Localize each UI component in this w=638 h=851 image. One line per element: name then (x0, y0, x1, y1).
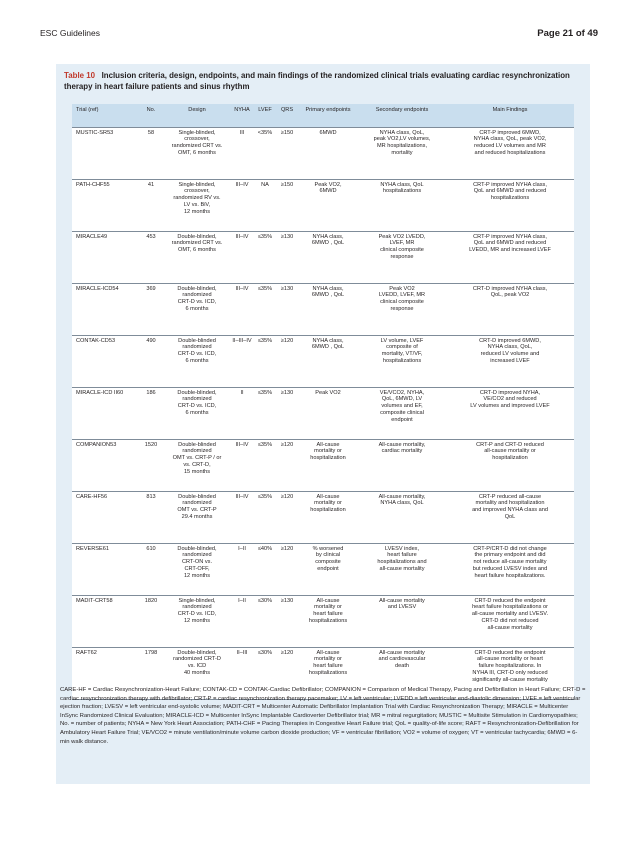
cell-line: 29.4 months (181, 513, 213, 520)
cell-line: mortality, VT/VF, (381, 351, 423, 358)
cell-line: LV vs. BiV, (183, 201, 211, 208)
cell-line: LV volume, LVEF (380, 337, 424, 344)
cell-line: crossover, (184, 136, 210, 143)
cell-findings (446, 387, 574, 439)
cell-qrs: ≥120 (276, 335, 298, 387)
table-caption (64, 70, 582, 92)
cell-findings (446, 491, 574, 543)
table-row (72, 595, 574, 647)
cell-lvef: ≤35% (254, 231, 276, 283)
cell-nyha: I–II (230, 595, 254, 647)
cell-line: CRT-OFF, (184, 565, 210, 572)
cell-line: QoL, 6MWD, LV (381, 396, 423, 403)
cell-line: heart failure (313, 663, 343, 670)
cell-design (164, 335, 230, 387)
cell-qrs: ≥120 (276, 491, 298, 543)
cell-line: CRT-D vs. ICD, (177, 403, 217, 410)
cell-line: heart failure (387, 552, 417, 559)
cell-line: Double-blinded (178, 493, 216, 500)
cell-line: 6 months (185, 357, 209, 364)
cell-findings (446, 127, 574, 179)
cell-design (164, 387, 230, 439)
cell-design (164, 439, 230, 491)
cell-line: clinical composite (380, 299, 424, 306)
cell-qrs: ≥120 (276, 647, 298, 699)
cell-no: 490 (138, 335, 164, 387)
table-panel (56, 64, 590, 784)
cell-line: Double-blinded, (177, 649, 217, 656)
cell-no: 186 (138, 387, 164, 439)
cell-design (164, 179, 230, 231)
cell-line: reduced LV volumes and MR (474, 143, 546, 150)
cell-findings (446, 283, 574, 335)
cell-line: CRT-D reduced the endpoint (474, 649, 546, 656)
cell-design (164, 543, 230, 595)
cell-line: 6MWD , QoL (311, 240, 345, 247)
cell-primary (298, 179, 358, 231)
cell-line: 12 months (183, 617, 211, 624)
cell-line: peak VO2,LV volumes, (373, 136, 431, 143)
cell-line: Peak VO2 LVEDD, (378, 233, 426, 240)
cell-line: 15 months (183, 468, 211, 475)
cell-line: All-cause (316, 649, 340, 656)
cell-lvef: ≤35% (254, 491, 276, 543)
cell-line: hospitalization (310, 455, 346, 462)
column-header: Main Findings (446, 104, 574, 127)
cell-line: reduced LV volume and (480, 351, 540, 358)
cell-line: cardiac mortality (381, 448, 423, 455)
cell-line: % worsened (312, 545, 344, 552)
cell-line: mortality and hospitalization (475, 500, 545, 507)
cell-primary (298, 543, 358, 595)
cell-line: VE/CO2 and reduced (483, 396, 537, 403)
cell-line: All-cause (316, 441, 340, 448)
cell-line: randomized (182, 396, 212, 403)
cell-line: mortality or (314, 656, 342, 663)
cell-nyha: I–II (230, 543, 254, 595)
table-row (72, 491, 574, 543)
cell-secondary (358, 595, 446, 647)
cell-line: CRT-P and CRT-D reduced (476, 441, 544, 448)
table-row (72, 127, 574, 179)
cell-line: QoL and 6MWD and reduced (473, 188, 547, 195)
cell-line: randomized CRT-D (173, 656, 221, 663)
cell-line: randomized CRT vs. (171, 143, 223, 150)
cell-line: NYHA class, (312, 337, 344, 344)
cell-line: composite clinical (380, 409, 424, 416)
cell-line: Peak VO2 (315, 389, 341, 396)
cell-line: NYHA class, QoL, peak VO2, (473, 136, 547, 143)
cell-line: 6MWD , QoL (311, 344, 345, 351)
cell-line: 40 months (183, 669, 211, 676)
cell-findings (446, 543, 574, 595)
cell-line: response (390, 305, 414, 312)
cell-nyha: II–III (230, 647, 254, 699)
cell-line: hospitalizations (382, 357, 422, 364)
cell-secondary (358, 387, 446, 439)
cell-design (164, 595, 230, 647)
cell-secondary (358, 231, 446, 283)
column-header: Primary endpoints (298, 104, 358, 127)
column-header: No. (138, 104, 164, 127)
cell-line: CRT-D improved 6MWD, (479, 337, 541, 344)
cell-nyha: III–IV (230, 283, 254, 335)
cell-line: Double-blinded (178, 337, 216, 344)
column-header: QRS (276, 104, 298, 127)
cell-nyha: III (230, 127, 254, 179)
cell-line: all-cause mortality or heart (477, 656, 543, 663)
cell-lvef: <35% (254, 127, 276, 179)
cell-line: Double-blinded, (177, 285, 217, 292)
cell-trial: CONTAK-CD53 (72, 335, 138, 387)
cell-line: CRT-D vs. ICD, (177, 611, 217, 618)
cell-line: QoL, peak VO2 (490, 292, 530, 299)
page-header (40, 28, 598, 42)
cell-line: 12 months (183, 572, 211, 579)
cell-no: 41 (138, 179, 164, 231)
cell-secondary (358, 127, 446, 179)
cell-line: All-cause (316, 493, 340, 500)
table-header-row (72, 104, 574, 127)
cell-line: CRT-P/CRT-D did not change (473, 545, 547, 552)
cell-line: Single-blinded, (178, 181, 216, 188)
cell-trial: REVERSE61 (72, 543, 138, 595)
cell-line: OMT, 6 months (178, 149, 216, 156)
cell-lvef: NA (254, 179, 276, 231)
cell-nyha: III–IV (230, 439, 254, 491)
cell-line: vs. ICD (187, 663, 207, 670)
cell-line: response (390, 253, 414, 260)
cell-line: All-cause mortality (379, 649, 425, 656)
cell-trial: COMPANION53 (72, 439, 138, 491)
cell-line: Double-blinded (178, 441, 216, 448)
cell-line: 6MWD , QoL (311, 292, 345, 299)
cell-primary (298, 387, 358, 439)
table-number: Table 10 (64, 71, 95, 80)
cell-nyha: III–IV (230, 179, 254, 231)
cell-line: MR hospitalizations, (376, 143, 428, 150)
cell-line: CRT-D improved NYHA, (479, 389, 541, 396)
cell-line: All-cause mortality (379, 597, 425, 604)
cell-line: CRT-P improved 6MWD, (479, 129, 541, 136)
cell-no: 1820 (138, 595, 164, 647)
cell-line: hospitalizations (308, 669, 348, 676)
cell-line: 6MWD (319, 129, 337, 136)
cell-line: CRT-D vs. ICD, (177, 299, 217, 306)
cell-lvef: ≤35% (254, 439, 276, 491)
cell-line: NYHA class, QoL (380, 181, 424, 188)
cell-line: all-cause mortality (487, 624, 533, 631)
cell-line: hospitalizations (490, 195, 530, 202)
cell-nyha: II (230, 387, 254, 439)
cell-primary (298, 127, 358, 179)
cell-line: randomized CRT vs. (171, 240, 223, 247)
cell-line: Peak VO2 (389, 285, 415, 292)
cell-line: OMT vs. CRT-P (177, 507, 217, 514)
cell-primary (298, 335, 358, 387)
table-body (72, 127, 574, 699)
cell-line: LVESV index, (384, 545, 420, 552)
table-footnote: CARE-HF = Cardiac Resynchronization-Heart Failure; CONTAK-CD = CONTAK-Cardiac Defibrillator; COMPANION = Comparison of Medical Therapy, Pacing and Defibrillation in Heart Failure; CRT-D = cardiac resynchronization therapy with defibrillator; CRT-P = cardiac resynchronization therapy pacemaker; LV = left ventricular; LVEDD = left ventricular end-diastolic dimension; LVEF = left ventricular ejection fraction; LVESV = left ventricular end-systolic volume; MADIT-CRT = Multicenter Automatic Defibrillator Implantation Trial with Cardiac Resynchronization Therapy; MIRACLE = Multicenter InSync Randomized Clinical Evaluation; MIRACLE-ICD = Multicenter InSync Implantable Cardioverter Defibrillator trial; MR = mitral regurgitation; MUSTIC = Multisite Stimulation in Cardiomyopathies; No. = number of patients; NYHA = New York Heart Association; PATH-CHF = Pacing Therapies in Congestive Heart Failure trial; QoL = quality-of-life score; RAFT = Resynchronization-Defibrillation for Ambulatory Heart Failure Trial; VE/VCO2 = minute ventilation/minute volume carbon dioxide production; VF = ventricular fibrillation; VO2 = volume of oxygen; VT = ventricular tachycardia; 6MWD = 6-min walk distance. (60, 687, 586, 745)
column-header: NYHA (230, 104, 254, 127)
table-row (72, 543, 574, 595)
cell-line: increased LVEF (490, 357, 530, 364)
cell-secondary (358, 283, 446, 335)
cell-line: significantly all-cause mortality (472, 676, 548, 683)
cell-line: composite of (386, 344, 418, 351)
cell-line: death (395, 663, 409, 670)
cell-design (164, 283, 230, 335)
cell-nyha: III–IV (230, 491, 254, 543)
cell-line: Peak VO2, (314, 181, 342, 188)
cell-no: 610 (138, 543, 164, 595)
cell-line: NYHA class, (312, 233, 344, 240)
cell-design (164, 127, 230, 179)
cell-trial: PATH-CHF55 (72, 179, 138, 231)
cell-line: but reduced LVESV index and (472, 565, 548, 572)
cell-line: and reduced hospitalizations (474, 149, 546, 156)
cell-qrs: ≥130 (276, 283, 298, 335)
cell-line: and improved NYHA class and (472, 507, 548, 514)
cell-line: 6 months (185, 409, 209, 416)
cell-line: CRT-D did not reduced (481, 617, 539, 624)
cell-line: randomized (182, 604, 212, 611)
cell-qrs: ≥130 (276, 595, 298, 647)
cell-line: LVEF, MR (389, 240, 415, 247)
cell-line: endpoint (391, 416, 413, 423)
cell-line: heart failure hospitalizations. (474, 572, 546, 579)
cell-lvef: ≤40% (254, 543, 276, 595)
cell-trial: MIRACLE49 (72, 231, 138, 283)
cell-line: CRT-P improved NYHA class, (473, 233, 547, 240)
cell-findings (446, 439, 574, 491)
cell-findings (446, 231, 574, 283)
cell-trial: MIRACLE-ICD54 (72, 283, 138, 335)
cell-line: randomized (182, 292, 212, 299)
cell-trial: CARE-HF56 (72, 491, 138, 543)
cell-line: mortality or (314, 604, 342, 611)
cell-line: failure hospitalizations. In (478, 663, 542, 670)
cell-line: VE/VCO2, NYHA, (379, 389, 425, 396)
cell-line: LVEDD, LVEF, MR (378, 292, 426, 299)
cell-line: CRT-P improved NYHA class, (473, 181, 547, 188)
cell-primary (298, 283, 358, 335)
cell-line: randomized (182, 344, 212, 351)
column-header: Secondary endpoints (358, 104, 446, 127)
cell-line: NYHA class, QoL, (379, 129, 425, 136)
cell-line: hospitalization (310, 507, 346, 514)
cell-line: LV volumes and improved LVEF (470, 403, 550, 410)
column-header: LVEF (254, 104, 276, 127)
table-row (72, 335, 574, 387)
cell-line: crossover, (184, 188, 210, 195)
table-title: Inclusion criteria, design, endpoints, and main findings of the randomized clinical trials evaluating cardiac resynchronization therapy in heart failure patients and sinus rhythm (64, 71, 570, 91)
table-row (72, 439, 574, 491)
cell-trial: RAFT62 (72, 647, 138, 699)
cell-line: OMT vs. CRT-P / or (172, 455, 222, 462)
cell-primary (298, 595, 358, 647)
page-number: Page 21 of 49 (537, 28, 598, 39)
cell-trial: MADIT-CRT58 (72, 595, 138, 647)
cell-line: volumes and EF, (381, 403, 423, 410)
cell-line: All-cause mortality, (378, 493, 426, 500)
cell-qrs: ≥150 (276, 127, 298, 179)
cell-line: and cardiovascular (378, 656, 426, 663)
cell-line: heart failure hospitalizations or (472, 604, 548, 611)
cell-line: 12 months (183, 208, 211, 215)
cell-line: all-cause mortality and LVESV. (471, 611, 549, 618)
cell-line: and LVESV (387, 604, 417, 611)
cell-line: All-cause (316, 597, 340, 604)
cell-line: NYHA III, CRT-D only reduced (472, 669, 548, 676)
cell-line: Single-blinded, (178, 597, 216, 604)
cell-no: 1798 (138, 647, 164, 699)
cell-primary (298, 231, 358, 283)
cell-no: 369 (138, 283, 164, 335)
column-header: Trial (ref) (72, 104, 138, 127)
cell-line: randomized RV vs. (173, 195, 221, 202)
cell-qrs: ≥130 (276, 231, 298, 283)
cell-findings (446, 335, 574, 387)
cell-line: Double-blinded, (177, 233, 217, 240)
cell-line: the primary endpoint and did (474, 552, 546, 559)
cell-line: mortality or (314, 500, 342, 507)
table-row (72, 231, 574, 283)
cell-findings (446, 179, 574, 231)
cell-qrs: ≥120 (276, 543, 298, 595)
cell-secondary (358, 179, 446, 231)
cell-line: mortality or (314, 448, 342, 455)
cell-line: mortality (391, 149, 413, 156)
journal-section-label: ESC Guidelines (40, 28, 101, 38)
cell-line: NYHA class, (312, 285, 344, 292)
cell-line: QoL (504, 513, 516, 520)
cell-line: CRT-D reduced the endpoint (474, 597, 546, 604)
cell-line: CRT-D improved NYHA class, (472, 285, 548, 292)
cell-line: hospitalizations (382, 188, 422, 195)
cell-line: CRT-ON vs. (181, 559, 213, 566)
cell-lvef: ≤35% (254, 387, 276, 439)
cell-lvef: ≤35% (254, 335, 276, 387)
cell-secondary (358, 439, 446, 491)
cell-findings (446, 595, 574, 647)
cell-qrs: ≥120 (276, 439, 298, 491)
cell-line: NYHA class, QoL (380, 500, 424, 507)
cell-line: by clinical (315, 552, 341, 559)
cell-line: OMT, 6 months (178, 247, 216, 254)
cell-secondary (358, 491, 446, 543)
cell-lvef: ≤30% (254, 595, 276, 647)
cell-line: hospitalizations (308, 617, 348, 624)
cell-no: 453 (138, 231, 164, 283)
cell-trial: MUSTIC-SR53 (72, 127, 138, 179)
cell-secondary (358, 335, 446, 387)
cell-line: CRT-P reduced all-cause (478, 493, 542, 500)
cell-line: clinical composite (380, 247, 424, 254)
cell-line: randomized (182, 448, 212, 455)
cell-line: 6MWD (319, 188, 337, 195)
cell-line: randomized (182, 500, 212, 507)
cell-line: randomized (182, 552, 212, 559)
cell-line: Single-blinded, (178, 129, 216, 136)
cell-line: endpoint (317, 565, 339, 572)
cell-line: all-cause mortality or (484, 448, 536, 455)
cell-design (164, 231, 230, 283)
cell-line: CRT-D vs. ICD, (177, 351, 217, 358)
cell-qrs: ≥130 (276, 387, 298, 439)
cell-line: vs. CRT-D, (183, 461, 211, 468)
cell-line: NYHA class, QoL, (487, 344, 533, 351)
cell-line: hospitalizations and (377, 559, 427, 566)
table-row (72, 387, 574, 439)
table-row (72, 179, 574, 231)
cell-no: 1520 (138, 439, 164, 491)
cell-line: hospitalization (492, 455, 528, 462)
cell-primary (298, 439, 358, 491)
cell-line: not reduce all-cause mortality (473, 559, 547, 566)
cell-primary (298, 491, 358, 543)
cell-line: composite (315, 559, 341, 566)
column-header: Design (164, 104, 230, 127)
table-row (72, 283, 574, 335)
cell-line: heart failure (313, 611, 343, 618)
cell-no: 58 (138, 127, 164, 179)
cell-trial: MIRACLE-ICD II60 (72, 387, 138, 439)
cell-line: All-cause mortality, (378, 441, 426, 448)
cell-no: 813 (138, 491, 164, 543)
cell-line: QoL and 6MWD and reduced (473, 240, 547, 247)
cell-lvef: ≤35% (254, 283, 276, 335)
cell-line: 6 months (185, 305, 209, 312)
cell-line: Double-blinded, (177, 389, 217, 396)
cell-lvef: ≤30% (254, 647, 276, 699)
cell-secondary (358, 543, 446, 595)
cell-qrs: ≥150 (276, 179, 298, 231)
cell-nyha: II–III–IV (230, 335, 254, 387)
cell-line: all-cause mortality (379, 565, 425, 572)
cell-design (164, 491, 230, 543)
cell-nyha: III–IV (230, 231, 254, 283)
cell-line: Double-blinded, (177, 545, 217, 552)
trials-table (72, 104, 574, 700)
cell-line: LVEDD, MR and increased LVEF (469, 247, 551, 254)
